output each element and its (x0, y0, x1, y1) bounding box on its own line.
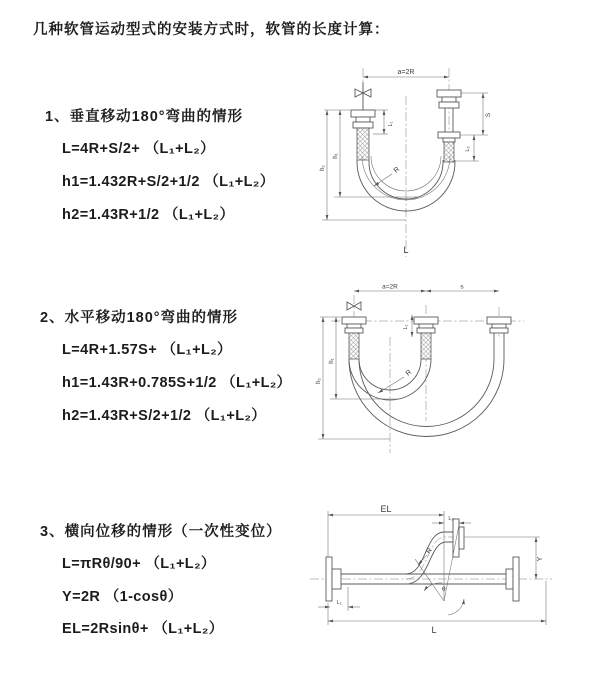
section2-heading: 2、水平移动180°弯曲的情形 (40, 310, 239, 326)
valve-icon (355, 82, 371, 110)
dim-label-l2: L₂ (448, 516, 454, 522)
radius-label: R (425, 546, 434, 556)
dim-label-h2: h₂ (320, 165, 326, 171)
section2-formula-L: L=4R+1.57S+ （L₁+L₂） (62, 342, 232, 358)
u-bend-hose (349, 359, 504, 437)
dim-label-el: EL (380, 504, 392, 514)
radius-leader (374, 174, 392, 186)
dim-label-l2: L₂ (465, 146, 471, 152)
dim-label-h1: h₁ (329, 358, 335, 364)
dim-label-a2r: a=2R (382, 283, 398, 291)
braided-hose-section (444, 142, 454, 162)
dim-label-s: s (460, 283, 464, 291)
diagram-lateral-displacement (296, 499, 566, 649)
section3-formula-Y: Y=2R （1-cosθ） (62, 589, 183, 605)
radius-leader (418, 555, 427, 565)
section1-heading: 1、垂直移动180°弯曲的情形 (45, 109, 244, 125)
section3-heading: 3、横向位移的情形（一次性变位） (40, 524, 282, 540)
section1-formula-h2: h2=1.43R+1/2 （L₁+L₂） (62, 207, 235, 223)
length-label: L (403, 245, 409, 255)
dim-label-s: S (485, 112, 492, 118)
displaced-flange-hub (459, 527, 464, 549)
left-flange (326, 557, 341, 601)
section1-formula-L: L=4R+S/2+ （L₁+L₂） (62, 141, 216, 157)
right-pipe-fitting (487, 317, 511, 359)
section2-formula-h2: h2=1.43R+S/2+1/2 （L₁+L₂） (62, 408, 267, 424)
section2-formula-h1: h1=1.43R+0.785S+1/2 （L₁+L₂） (62, 375, 292, 391)
right-pipe-fitting (437, 90, 461, 162)
page-title: 几种软管运动型式的安装方式时，软管的长度计算： (33, 22, 390, 38)
dim-label-l1: L₁ (403, 324, 409, 330)
braided-hose-section (421, 333, 431, 359)
dim-label-l1: L₁ (388, 121, 394, 127)
section3-formula-EL: EL=2Rsinθ+ （L₁+L₂） (62, 621, 224, 637)
left-pipe-fitting (342, 317, 366, 359)
braided-hose-section (357, 128, 369, 160)
radius-leader (378, 377, 404, 393)
dim-label-y: Y (537, 556, 544, 562)
left-pipe-fitting (351, 110, 375, 160)
dim-label-l1: L₁ (336, 600, 342, 606)
section1-formula-h1: h1=1.432R+S/2+1/2 （L₁+L₂） (62, 174, 275, 190)
middle-pipe-fitting (414, 317, 438, 359)
dim-label-h2: h₂ (316, 378, 322, 384)
angle-label: θ (442, 586, 446, 593)
dim-label-h1: h₁ (333, 153, 339, 159)
dim-label-l: L (431, 625, 437, 635)
section3-formula-L: L=πRθ/90+ （L₁+L₂） (62, 556, 216, 572)
braided-hose-section (349, 333, 359, 359)
radius-label: R (392, 165, 402, 175)
radius-label: R (404, 368, 414, 378)
dim-label-a2r: a=2R (397, 69, 415, 76)
diagram-vertical-180-bend (306, 64, 546, 269)
diagram-horizontal-180-bend (306, 281, 556, 471)
